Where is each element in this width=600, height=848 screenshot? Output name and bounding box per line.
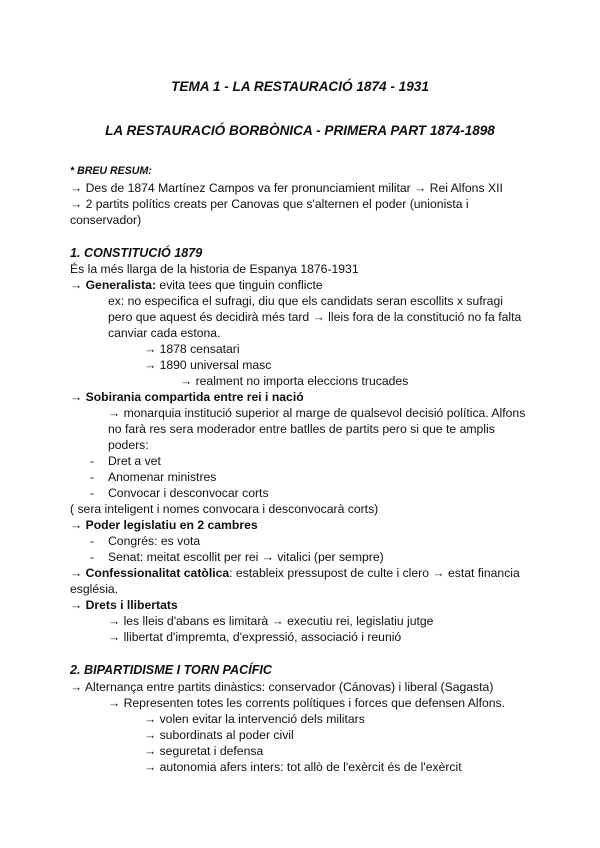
generalista-detail: ex: no especifica el sufragi, diu que els candidats seran escollits x sufragi (108, 294, 503, 308)
bullet-text: Congrés: es vota (108, 534, 201, 548)
bullet-text: Senat: meitat escollit per rei → vitalici (per sempre) (108, 550, 384, 564)
summary-line: conservador) (70, 213, 142, 227)
section2-sub: → Representen totes les corrents polítiques i forces que defensen Alfons. (108, 696, 505, 710)
sobirania-label: → Sobirania compartida entre rei i nació (70, 390, 304, 404)
section2-heading: 2. BIPARTIDISME I TORN PACÍFIC (70, 663, 272, 677)
section2-item: → volen evitar la intervenció dels militars (144, 712, 365, 726)
section2-intro: → Alternança entre partits dinàstics: conservador (Cánovas) i liberal (Sagasta) (70, 680, 494, 694)
sobirania-line: poders: (108, 438, 149, 452)
bullet-dash: - (90, 470, 95, 484)
confessionalitat-label: Confessionalitat catòlica (85, 566, 230, 580)
document-subtitle: LA RESTAURACIÓ BORBÒNICA - PRIMERA PART 1874-1898 (105, 123, 495, 138)
bullet-dash: - (90, 486, 95, 500)
confessionalitat-line (70, 565, 520, 581)
section1-heading: 1. CONSTITUCIÓ 1879 (70, 246, 203, 260)
drets-label: → Drets i llibertats (70, 598, 178, 612)
generalista-detail: pero que aquest és decidirà més tard → lleis fora de la constitució no fa falta (108, 310, 522, 324)
drets-line: → llibertat d'impremta, d'expressió, associació i reunió (108, 630, 402, 644)
bullet-text: Anomenar ministres (108, 470, 217, 484)
generalista-detail: canviar cada estona. (108, 326, 221, 340)
generalista-detail: → 1890 universal masc (144, 358, 272, 372)
generalista-line (70, 277, 323, 293)
section2-item: → autonomia afers inters: tot allò de l'exèrcit és de l'exèrcit (144, 760, 462, 774)
section2-item: → subordinats al poder civil (144, 728, 294, 742)
confessionalitat-line2: església. (70, 582, 119, 596)
drets-line: → les lleis d'abans es limitarà → executiu rei, legislatiu jutge (108, 614, 434, 628)
sobirania-note: ( sera inteligent i nomes convocara i desconvocarà corts) (70, 502, 379, 516)
bullet-item (90, 453, 161, 469)
section2-item: → seguretat i defensa (144, 744, 264, 758)
bullet-item (90, 533, 201, 549)
document-title: TEMA 1 - LA RESTAURACIÓ 1874 - 1931 (171, 79, 429, 94)
bullet-text: Dret a vet (108, 454, 161, 468)
arrow: → (70, 566, 83, 580)
sobirania-line: → monarquia institució superior al marge de qualsevol decisió política. Alfons (108, 406, 526, 420)
sobirania-line: no farà res sera moderador entre batlles de partits pero si que te amplis (108, 422, 495, 436)
confessionalitat-text: : estableix pressupost de culte i clero → estat financia (229, 566, 520, 580)
poder-label: → Poder legislatiu en 2 cambres (70, 518, 258, 532)
bullet-item (90, 485, 269, 501)
generalista-text: evita tees que tinguin conflicte (156, 278, 323, 292)
bullet-item (90, 549, 384, 565)
generalista-detail: → realment no importa eleccions trucades (180, 374, 409, 388)
generalista-detail: → 1878 censatari (144, 342, 240, 356)
bullet-text: Convocar i desconvocar corts (108, 486, 269, 500)
summary-line: → Des de 1874 Martínez Campos va fer pronunciamient militar → Rei Alfons XII (70, 181, 503, 195)
bullet-dash: - (90, 550, 95, 564)
summary-heading: * BREU RESUM: (70, 165, 152, 177)
summary-line: → 2 partits polítics creats per Canovas que s'alternen el poder (unionista i (70, 197, 469, 211)
bullet-dash: - (90, 454, 95, 468)
bullet-dash: - (90, 534, 95, 548)
arrow: → (70, 278, 83, 292)
section1-intro: És la més llarga de la historia de Espanya 1876-1931 (70, 262, 359, 276)
generalista-label: Generalista: (85, 278, 157, 292)
bullet-item (90, 469, 217, 485)
